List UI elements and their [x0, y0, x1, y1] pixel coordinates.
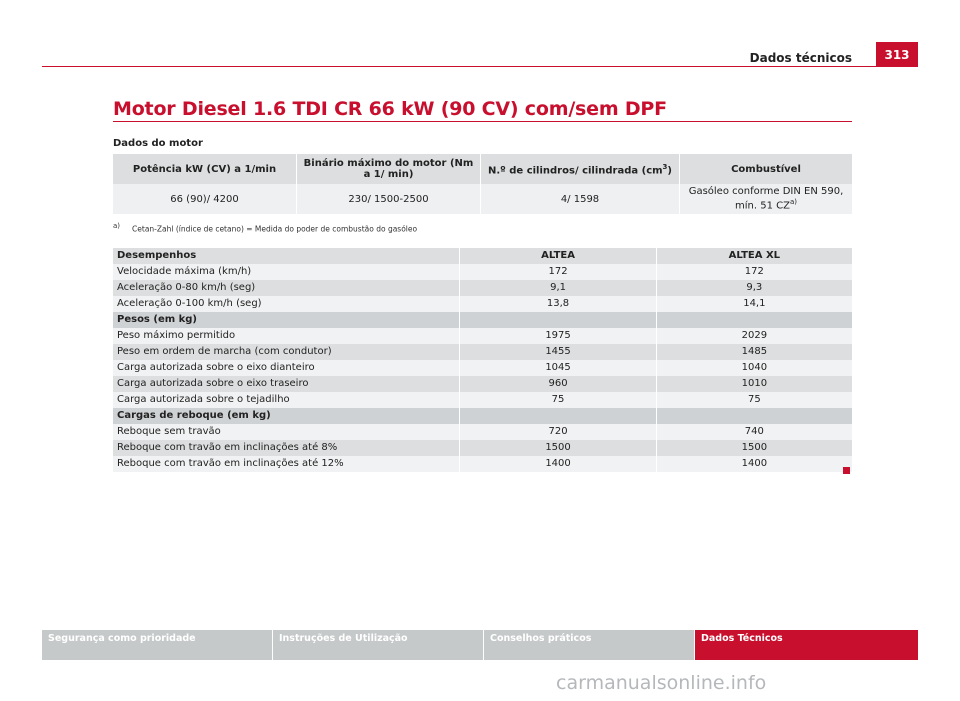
row-altea-value: 1500 [460, 440, 656, 456]
row-altea-xl-value: 1040 [656, 360, 852, 376]
section-end-marker [843, 467, 850, 474]
header-rule [42, 66, 876, 67]
engine-header-cylinders-sup: 3 [662, 162, 668, 171]
table-row [113, 392, 852, 408]
row-altea-xl-value [656, 408, 852, 424]
table-row [113, 264, 852, 280]
page-number-badge: 313 [876, 42, 918, 67]
engine-header-torque: Binário máximo do motor (Nm a 1/ min) [297, 154, 481, 184]
title-rule [113, 121, 852, 122]
section-row [113, 408, 852, 424]
footer-tab-practical-advice[interactable]: Conselhos práticos [484, 630, 695, 660]
engine-header-power: Potência kW (CV) a 1/min [113, 154, 297, 184]
row-altea-value: 75 [460, 392, 656, 408]
row-altea-xl-value: 1500 [656, 440, 852, 456]
section-label: Pesos (em kg) [113, 312, 460, 328]
row-altea-value: 1975 [460, 328, 656, 344]
performance-table [113, 248, 852, 472]
engine-data-label: Dados do motor [113, 138, 203, 149]
table-row [113, 328, 852, 344]
row-altea-xl-value: 9,3 [656, 280, 852, 296]
engine-cell-fuel [680, 184, 853, 214]
engine-cell-cylinders: 4/ 1598 [481, 184, 680, 214]
row-altea-value: 9,1 [460, 280, 656, 296]
section-label: Cargas de reboque (em kg) [113, 408, 460, 424]
row-altea-xl-value [656, 312, 852, 328]
table-row [113, 360, 852, 376]
row-label: Velocidade máxima (km/h) [113, 264, 460, 280]
engine-table-row [113, 184, 852, 214]
perf-header-altea: ALTEA [460, 248, 656, 264]
engine-header-cylinders [481, 154, 680, 184]
engine-header-cylinders-suffix: ) [667, 165, 672, 177]
page-title: Motor Diesel 1.6 TDI CR 66 kW (90 CV) com/sem DPF [113, 98, 667, 120]
engine-table-header-row [113, 154, 852, 184]
row-label: Peso em ordem de marcha (com condutor) [113, 344, 460, 360]
section-header-title: Dados técnicos [749, 51, 852, 65]
footnote [113, 222, 417, 234]
row-altea-value [460, 408, 656, 424]
table-row [113, 376, 852, 392]
row-altea-xl-value: 172 [656, 264, 852, 280]
row-altea-value: 13,8 [460, 296, 656, 312]
engine-cell-power: 66 (90)/ 4200 [113, 184, 297, 214]
row-altea-value: 1400 [460, 456, 656, 472]
row-label: Reboque com travão em inclinações até 12% [113, 456, 460, 472]
table-row [113, 456, 852, 472]
table-row [113, 440, 852, 456]
engine-cell-fuel-sup: a) [789, 198, 797, 207]
row-label: Carga autorizada sobre o eixo traseiro [113, 376, 460, 392]
footer-navigation [42, 630, 918, 660]
row-label: Carga autorizada sobre o tejadilho [113, 392, 460, 408]
row-label: Peso máximo permitido [113, 328, 460, 344]
row-altea-value: 1455 [460, 344, 656, 360]
perf-header-altea-xl: ALTEA XL [656, 248, 852, 264]
table-row [113, 344, 852, 360]
footer-tab-technical-data[interactable]: Dados Técnicos [695, 630, 918, 660]
row-altea-value: 172 [460, 264, 656, 280]
engine-data-table [113, 154, 852, 214]
engine-header-cylinders-text: N.º de cilindros/ cilindrada (cm [487, 165, 663, 177]
row-altea-xl-value: 1400 [656, 456, 852, 472]
footer-tab-safety[interactable]: Segurança como prioridade [42, 630, 273, 660]
table-row [113, 296, 852, 312]
section-row [113, 312, 852, 328]
performance-table-header [113, 248, 852, 264]
row-altea-value: 960 [460, 376, 656, 392]
table-row [113, 280, 852, 296]
row-label: Aceleração 0-80 km/h (seg) [113, 280, 460, 296]
row-label: Carga autorizada sobre o eixo dianteiro [113, 360, 460, 376]
row-label: Reboque sem travão [113, 424, 460, 440]
row-altea-xl-value: 2029 [656, 328, 852, 344]
row-altea-value [460, 312, 656, 328]
watermark: carmanualsonline.info [556, 672, 767, 694]
row-label: Aceleração 0-100 km/h (seg) [113, 296, 460, 312]
row-altea-xl-value: 14,1 [656, 296, 852, 312]
perf-header-label: Desempenhos [113, 248, 460, 264]
table-row [113, 424, 852, 440]
row-altea-value: 720 [460, 424, 656, 440]
engine-cell-torque: 230/ 1500-2500 [297, 184, 481, 214]
row-altea-xl-value: 75 [656, 392, 852, 408]
row-altea-xl-value: 1485 [656, 344, 852, 360]
engine-header-fuel: Combustível [680, 154, 853, 184]
row-altea-xl-value: 740 [656, 424, 852, 440]
footnote-text: Cetan-Zahl (índice de cetano) = Medida do poder de combustão do gasóleo [132, 224, 418, 234]
footer-tab-instructions[interactable]: Instruções de Utilização [273, 630, 484, 660]
row-altea-xl-value: 1010 [656, 376, 852, 392]
engine-cell-fuel-text: Gasóleo conforme DIN EN 590, mín. 51 CZ [688, 186, 844, 212]
footnote-mark: a) [113, 222, 121, 230]
row-altea-value: 1045 [460, 360, 656, 376]
row-label: Reboque com travão em inclinações até 8% [113, 440, 460, 456]
